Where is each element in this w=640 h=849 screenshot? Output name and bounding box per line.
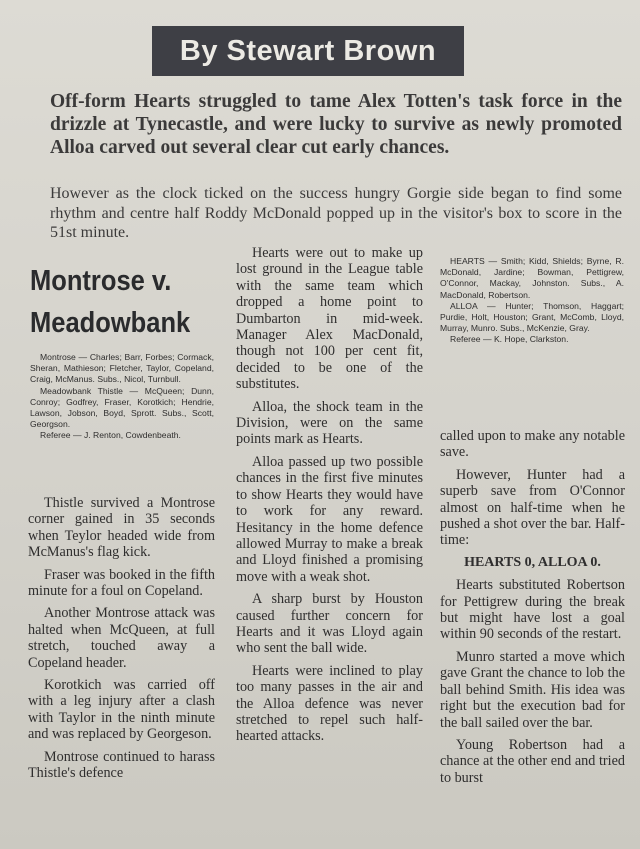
- middle-paragraph: Hearts were out to make up lost ground in the League table with the same team which dropped a home point to Dumbarton in mid-week. Manager Alex MacDonald, though not 100 per cent fit, decided to be one of the substitutes.: [236, 245, 423, 393]
- middle-paragraph: Hearts were inclined to play too many passes in the air and the Alloa defence was never stretched to repel such half-hearted attacks.: [236, 662, 423, 745]
- main-referee: Referee — K. Hope, Clarkston.: [450, 334, 569, 345]
- headline-line-1: Montrose v.: [30, 265, 172, 297]
- right-paragraph: Munro started a move which gave Grant the chance to lob the ball behind Smith. His idea was right but the execution bad for the ball sailed over the bar.: [440, 648, 625, 731]
- byline-banner: By Stewart Brown: [152, 26, 464, 76]
- sidebar-headline: [30, 260, 220, 344]
- sidebar-paragraph: Another Montrose attack was halted when McQueen, at full stretch, touched away a Copeland header.: [28, 605, 215, 671]
- hearts-lineup: HEARTS — Smith; Kidd, Shields; Byrne, R. McDonald, Jardine; Bowman, Pettigrew, O'Connor, Mackay, Johnston. Subs., A. MacDonald, Robertson.: [440, 256, 624, 300]
- sidebar-lineups: [30, 352, 214, 442]
- sidebar-paragraph: Montrose continued to harass Thistle's defence: [28, 748, 215, 782]
- right-column: [440, 428, 625, 792]
- right-paragraph: However, Hunter had a superb save from O'Connor almost on half-time when he pushed a shot over the bar. Half-time:: [440, 466, 625, 549]
- sidebar-paragraph: Fraser was booked in the fifth minute for a foul on Copeland.: [28, 566, 215, 600]
- middle-paragraph: A sharp burst by Houston caused further concern for Hearts and it was Lloyd again who sent the ball wide.: [236, 591, 423, 657]
- middle-column: [236, 245, 423, 751]
- montrose-lineup: Montrose — Charles; Barr, Forbes; Cormack, Sheran, Mathieson; Fletcher, Taylor, Copeland, Craig, McManus. Subs., Nicol, Turnbull.: [30, 352, 214, 385]
- meadowbank-lineup: Meadowbank Thistle — McQueen; Dunn, Conroy; Godfrey, Fraser, Korotkich; Hendrie, Lawson, Jobson, Boyd, Sprott. Subs., Scott, Georgson.: [30, 385, 214, 430]
- sidebar-referee: Referee — J. Renton, Cowdenbeath.: [40, 430, 181, 441]
- headline-line-2: Meadowbank: [30, 307, 191, 339]
- sidebar-column: [28, 495, 215, 788]
- right-paragraph: called upon to make any notable save.: [440, 428, 625, 461]
- right-paragraph: Hearts substituted Robertson for Pettigrew during the break but might have lost a goal within 90 seconds of the restart.: [440, 577, 625, 643]
- sidebar-paragraph: Thistle survived a Montrose corner gained in 35 seconds when Teylor headed wide from McManus's flag kick.: [28, 495, 215, 561]
- middle-paragraph: Alloa passed up two possible chances in the first five minutes to show Hearts they would have to work for any reward. Hesitancy in the home defence allowed Murray to make a break and Lloyd finished a promising move with a weak shot.: [236, 453, 423, 585]
- right-paragraph: Young Robertson had a chance at the other end and tried to burst: [440, 736, 625, 786]
- intro-paragraph: However as the clock ticked on the success hungry Gorgie side began to find some rhythm and centre half Roddy McDonald popped up in the visitor's box to score in the 51st minute.: [50, 185, 622, 241]
- halftime-score: HEARTS 0, ALLOA 0.: [464, 554, 601, 570]
- main-lineups: [440, 256, 624, 346]
- lead-paragraph: Off-form Hearts struggled to tame Alex Totten's task force in the drizzle at Tynecastle, and were lucky to survive as newly promoted Alloa carved out several clear cut early chances.: [50, 91, 622, 158]
- sidebar-paragraph: Korotkich was carried off with a leg injury after a clash with Taylor in the ninth minute and was replaced by Georgeson.: [28, 677, 215, 743]
- alloa-lineup: ALLOA — Hunter; Thomson, Haggart; Purdie, Holt, Houston; Grant, McComb, Lloyd, Murray, Munro. Subs., McKenzie, Gray.: [440, 300, 624, 334]
- middle-paragraph: Alloa, the shock team in the Division, were on the same points mark as Hearts.: [236, 398, 423, 448]
